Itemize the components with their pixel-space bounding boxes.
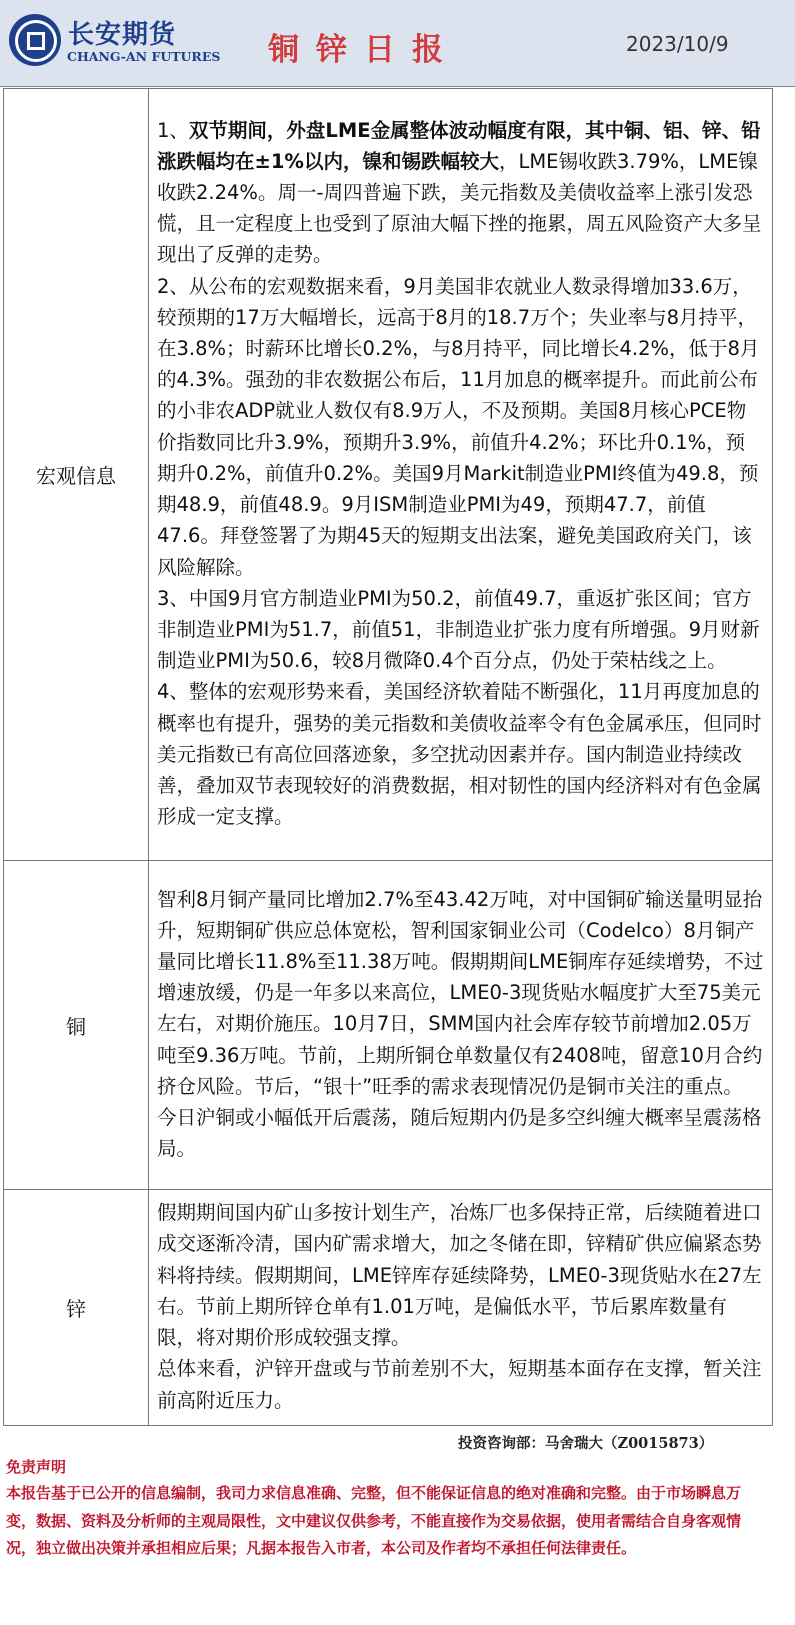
report-header xyxy=(0,0,795,87)
bold-text: 双节期间，外盘LME金属整体波动幅度有限，其中铜、铝、锌、铅涨跌幅均在±1%以内，镍和锡跌幅较大 xyxy=(157,118,761,173)
section-content xyxy=(149,1190,773,1426)
disclaimer-title: 免责声明 xyxy=(6,1458,67,1476)
section-row-copper xyxy=(4,861,773,1190)
section-label: 宏观信息 xyxy=(4,89,149,861)
text-run: 4、整体的宏观形势来看，美国经济软着陆不断强化，11月再度加息的概率也有提升，强势的美元指数和美债收益率令有色金属承压，但同时美元指数已有高位回落迹象，多空扰动因素并存。国内制造业持续改善，叠加双节表现较好的消费数据，相对韧性的国内经济料对有色金属形成一定支撑。 xyxy=(157,680,762,829)
company-name-en: CHANG-AN FUTURES xyxy=(67,49,221,64)
text-run: 3、中国9月官方制造业PMI为50.2，前值49.7，重返扩张区间；官方非制造业PMI为51.7，前值51，非制造业扩张力度有所增强。9月财新制造业PMI为50.6，较8月微降0.4个百分点，仍处于荣枯线之上。 xyxy=(157,586,760,673)
text-run: 今日沪铜或小幅低开后震荡，随后短期内仍是多空纠缠大概率呈震荡格局。 xyxy=(157,1106,762,1161)
paragraph xyxy=(157,1353,764,1415)
analyst-contact: 投资咨询部：马舍瑞大（Z0015873） xyxy=(458,1435,714,1452)
text-run: 2、从公布的宏观数据来看，9月美国非农就业人数录得增加33.6万，较预期的17万大幅增长，远高于8月的18.7万个；失业率与8月持平，在3.8%；时薪环比增长0.2%，与8月持平，同比增长4.2%，低于8月的4.3%。强劲的非农数据公布后，11月加息的概率提升。而此前公布的小非农ADP就业人数仅有8.9万人，不及预期。美国8月核心PCE物价指数同比升3.9%，预期升3.9%，前值升4.2%；环比升0.1%，预期升0.2%，前值升0.2%。美国9月Markit制造业PMI终值为49.8，预期48.9，前值48.9。9月ISM制造业PMI为49，预期47.7，前值47.6。拜登签署了为期45天的短期支出法案，避免美国政府关门，该风险解除。 xyxy=(157,274,760,579)
section-content xyxy=(149,89,773,861)
section-row-macro xyxy=(4,89,773,861)
section-label: 铜 xyxy=(4,861,149,1190)
section-body xyxy=(149,1193,772,1421)
text-run: 1、 xyxy=(157,118,189,142)
disclaimer-text: 本报告基于已公开的信息编制，我司力求信息准确、完整，但不能保证信息的绝对准确和完整。由于市场瞬息万变，数据、资料及分析师的主观局限性，文中建议仅供参考，不能直接作为交易依据，使用者需结合自身客观情况，独立做出决策并承担相应后果；凡据本报告入市者，本公司及作者均不承担任何法律责任。 xyxy=(6,1484,742,1557)
paragraph xyxy=(157,115,764,271)
paragraph xyxy=(157,583,764,677)
company-logo-icon xyxy=(9,14,61,66)
section-content xyxy=(149,861,773,1190)
report-title: 铜锌日报 xyxy=(268,32,460,68)
paragraph xyxy=(157,1197,764,1353)
paragraph xyxy=(157,676,764,832)
report-table xyxy=(3,88,773,1426)
company-name-cn: 长安期货 xyxy=(68,20,177,50)
text-run: ，LME锡收跌3.79%，LME镍收跌2.24%。周一-周四普遍下跌，美元指数及美债收益率上涨引发恐慌，且一定程度上也受到了原油大幅下挫的拖累，周五风险资产大多呈现出了反弹的走势。 xyxy=(157,149,762,267)
paragraph xyxy=(157,271,764,583)
section-body xyxy=(149,880,772,1171)
text-run: 智利8月铜产量同比增加2.7%至43.42万吨，对中国铜矿输送量明显抬升，短期铜矿供应总体宽松，智利国家铜业公司（Codelco）8月铜产量同比增长11.8%至11.38万吨。假期期间LME铜库存延续增势，不过增速放缓，仍是一年多以来高位，LME0-3现货贴水幅度扩大至75美元左右，对期价施压。10月7日，SMM国内社会库存较节前增加2.05万吨至9.36万吨。节前，上期所铜仓单数量仅有2408吨，留意10月合约挤仓风险。节后，“银十”旺季的需求表现情况仍是铜市关注的重点。 xyxy=(157,887,764,1098)
paragraph xyxy=(157,1102,764,1164)
section-row-zinc xyxy=(4,1190,773,1426)
paragraph xyxy=(157,884,764,1102)
report-date: 2023/10/9 xyxy=(626,32,729,56)
text-run: 总体来看，沪锌开盘或与节前差别不大，短期基本面存在支撑，暂关注前高附近压力。 xyxy=(157,1357,762,1412)
text-run: 假期期间国内矿山多按计划生产，冶炼厂也多保持正常，后续随着进口成交逐渐冷清，国内矿需求增大，加之冬储在即，锌精矿供应偏紧态势料将持续。假期期间，LME锌库存延续降势，LME0-3现货贴水在27左右。节前上期所锌仓单有1.01万吨，是偏低水平，节后累库数量有限，将对期价形成较强支撑。 xyxy=(157,1201,762,1350)
section-body xyxy=(149,111,772,839)
section-label: 锌 xyxy=(4,1190,149,1426)
